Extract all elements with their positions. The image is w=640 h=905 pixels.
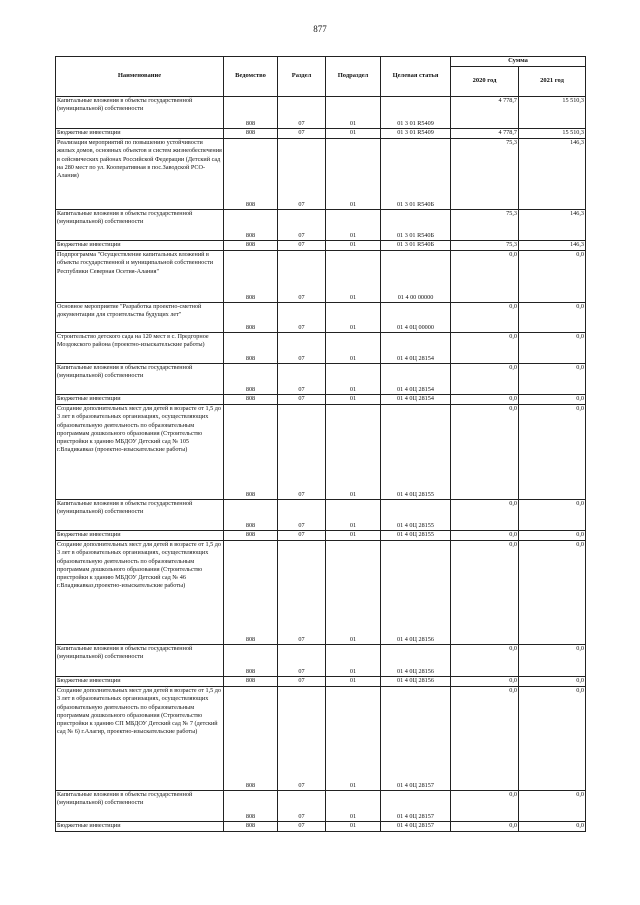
cell-2020: 0,0 xyxy=(451,645,519,677)
cell-2021: 0,0 xyxy=(519,531,586,541)
cell-section: 07 xyxy=(278,129,326,139)
page-number: 877 xyxy=(313,24,327,34)
col-header-section: Раздел xyxy=(278,57,326,97)
cell-target: 01 4 0Ц 28155 xyxy=(381,531,451,541)
cell-2020: 0,0 xyxy=(451,500,519,531)
cell-target: 01 4 0Ц 28156 xyxy=(381,677,451,687)
cell-dept: 808 xyxy=(224,531,278,541)
cell-target: 01 3 01 R540Б xyxy=(381,210,451,241)
cell-target: 01 4 0Ц 28156 xyxy=(381,541,451,645)
cell-section: 07 xyxy=(278,677,326,687)
table-row xyxy=(56,822,586,832)
cell-name: Реализация мероприятий по повышению устойчивости жилых домов, основных объектов и систем жизнеобеспечения в сейсмических районах Российской Федерации (Детский сад на 280 мест по ул. Кооперативная в пос.Заводской РСО-Алания) xyxy=(56,139,224,210)
cell-name: Строительство детского сада на 120 мест в с. Предгорное Моздокского района (проектно-изыскательские работы) xyxy=(56,333,224,364)
cell-section: 07 xyxy=(278,531,326,541)
cell-2021: 0,0 xyxy=(519,822,586,832)
cell-target: 01 4 00 00000 xyxy=(381,251,451,303)
cell-name: Создание дополнительных мест для детей в возрасте от 1,5 до 3 лет в образовательных организациях, осуществляющих образовательную деятельность по образовательным программам дошкольного образования (Строительство пристройки к зданию СП МБДОУ Детский сад № 7 (детский сад № 6) г.Алагир, проектно-изыскательские работы) xyxy=(56,687,224,791)
cell-name: Бюджетные инвестиции xyxy=(56,677,224,687)
cell-name: Бюджетные инвестиции xyxy=(56,241,224,251)
cell-2021: 0,0 xyxy=(519,687,586,791)
cell-subsection: 01 xyxy=(326,251,381,303)
table-row xyxy=(56,405,586,500)
cell-subsection: 01 xyxy=(326,303,381,333)
table-row xyxy=(56,241,586,251)
table-row xyxy=(56,129,586,139)
cell-dept: 808 xyxy=(224,303,278,333)
col-header-2021: 2021 год xyxy=(519,67,586,97)
cell-name: Бюджетные инвестиции xyxy=(56,129,224,139)
cell-dept: 808 xyxy=(224,139,278,210)
cell-section: 07 xyxy=(278,541,326,645)
cell-subsection: 01 xyxy=(326,97,381,129)
cell-name: Основное мероприятие "Разработка проектно-сметной документации для строительства будущих лет" xyxy=(56,303,224,333)
table-row xyxy=(56,251,586,303)
col-header-name: Наименование xyxy=(56,57,224,97)
cell-2021: 0,0 xyxy=(519,364,586,395)
cell-name: Капитальные вложения в объекты государственной (муниципальной) собственности xyxy=(56,500,224,531)
cell-2021: 0,0 xyxy=(519,791,586,822)
cell-2021: 146,3 xyxy=(519,210,586,241)
cell-name: Капитальные вложения в объекты государственной (муниципальной) собственности xyxy=(56,791,224,822)
cell-dept: 808 xyxy=(224,687,278,791)
table-header xyxy=(56,57,586,97)
cell-target: 01 4 0Ц 28157 xyxy=(381,687,451,791)
table-row xyxy=(56,364,586,395)
cell-2020: 0,0 xyxy=(451,677,519,687)
col-header-subsection: Подраздел xyxy=(326,57,381,97)
cell-section: 07 xyxy=(278,405,326,500)
col-header-sum: Сумма xyxy=(451,57,586,67)
cell-subsection: 01 xyxy=(326,364,381,395)
cell-subsection: 01 xyxy=(326,822,381,832)
cell-dept: 808 xyxy=(224,791,278,822)
cell-section: 07 xyxy=(278,210,326,241)
cell-name: Капитальные вложения в объекты государственной (муниципальной) собственности xyxy=(56,210,224,241)
cell-2021: 15 510,3 xyxy=(519,129,586,139)
cell-section: 07 xyxy=(278,791,326,822)
cell-2020: 0,0 xyxy=(451,405,519,500)
cell-target: 01 4 0Ц 28157 xyxy=(381,791,451,822)
cell-name: Бюджетные инвестиции xyxy=(56,395,224,405)
cell-subsection: 01 xyxy=(326,500,381,531)
cell-2021: 15 510,3 xyxy=(519,97,586,129)
cell-2021: 0,0 xyxy=(519,395,586,405)
cell-target: 01 4 0Ц 28154 xyxy=(381,333,451,364)
cell-2021: 0,0 xyxy=(519,405,586,500)
cell-2020: 75,3 xyxy=(451,139,519,210)
table-row xyxy=(56,395,586,405)
cell-section: 07 xyxy=(278,645,326,677)
cell-dept: 808 xyxy=(224,541,278,645)
cell-subsection: 01 xyxy=(326,531,381,541)
cell-section: 07 xyxy=(278,822,326,832)
cell-2020: 4 778,7 xyxy=(451,129,519,139)
cell-dept: 808 xyxy=(224,241,278,251)
table-row xyxy=(56,645,586,677)
cell-2021: 146,3 xyxy=(519,139,586,210)
cell-2020: 0,0 xyxy=(451,791,519,822)
cell-target: 01 4 0Ц 28157 xyxy=(381,822,451,832)
cell-name: Капитальные вложения в объекты государственной (муниципальной) собственности xyxy=(56,97,224,129)
table-row xyxy=(56,541,586,645)
table-row xyxy=(56,531,586,541)
cell-target: 01 4 0Ц 28155 xyxy=(381,405,451,500)
cell-section: 07 xyxy=(278,687,326,791)
cell-target: 01 4 0Ц 28156 xyxy=(381,645,451,677)
col-header-dept: Ведомство xyxy=(224,57,278,97)
cell-2020: 0,0 xyxy=(451,395,519,405)
cell-section: 07 xyxy=(278,333,326,364)
cell-dept: 808 xyxy=(224,395,278,405)
col-header-target: Целевая статья xyxy=(381,57,451,97)
cell-2020: 0,0 xyxy=(451,251,519,303)
cell-2020: 0,0 xyxy=(451,333,519,364)
cell-name: Создание дополнительных мест для детей в возрасте от 1,5 до 3 лет в образовательных организациях, осуществляющих образовательную деятельность по образовательным программам дошкольного образования (Строительство пристройки к зданию МБДОУ Детский сад № 105 г.Владикавказ (проектно-изыскательские работы) xyxy=(56,405,224,500)
cell-2021: 0,0 xyxy=(519,333,586,364)
cell-section: 07 xyxy=(278,500,326,531)
cell-dept: 808 xyxy=(224,822,278,832)
cell-2021: 0,0 xyxy=(519,251,586,303)
cell-target: 01 4 0Ц 00000 xyxy=(381,303,451,333)
cell-subsection: 01 xyxy=(326,129,381,139)
cell-dept: 808 xyxy=(224,645,278,677)
cell-2020: 0,0 xyxy=(451,303,519,333)
cell-subsection: 01 xyxy=(326,791,381,822)
cell-2021: 146,3 xyxy=(519,241,586,251)
cell-2020: 75,3 xyxy=(451,241,519,251)
cell-section: 07 xyxy=(278,139,326,210)
table-body xyxy=(56,97,586,832)
cell-subsection: 01 xyxy=(326,645,381,677)
table-row xyxy=(56,210,586,241)
cell-dept: 808 xyxy=(224,500,278,531)
cell-dept: 808 xyxy=(224,677,278,687)
cell-2021: 0,0 xyxy=(519,541,586,645)
cell-section: 07 xyxy=(278,241,326,251)
cell-name: Капитальные вложения в объекты государственной (муниципальной) собственности xyxy=(56,645,224,677)
cell-subsection: 01 xyxy=(326,687,381,791)
table-row xyxy=(56,687,586,791)
cell-section: 07 xyxy=(278,97,326,129)
cell-dept: 808 xyxy=(224,364,278,395)
cell-2020: 0,0 xyxy=(451,541,519,645)
cell-target: 01 4 0Ц 28154 xyxy=(381,364,451,395)
cell-dept: 808 xyxy=(224,405,278,500)
cell-2021: 0,0 xyxy=(519,677,586,687)
cell-subsection: 01 xyxy=(326,395,381,405)
cell-2020: 0,0 xyxy=(451,822,519,832)
cell-target: 01 3 01 R5409 xyxy=(381,97,451,129)
table-row xyxy=(56,500,586,531)
cell-target: 01 4 0Ц 28155 xyxy=(381,500,451,531)
cell-target: 01 3 01 R540Б xyxy=(381,139,451,210)
cell-section: 07 xyxy=(278,303,326,333)
budget-table xyxy=(55,56,586,832)
cell-subsection: 01 xyxy=(326,139,381,210)
cell-section: 07 xyxy=(278,251,326,303)
cell-dept: 808 xyxy=(224,129,278,139)
table-row xyxy=(56,333,586,364)
cell-name: Бюджетные инвестиции xyxy=(56,531,224,541)
table-row xyxy=(56,303,586,333)
cell-subsection: 01 xyxy=(326,677,381,687)
cell-2021: 0,0 xyxy=(519,645,586,677)
table-row xyxy=(56,139,586,210)
cell-dept: 808 xyxy=(224,251,278,303)
cell-dept: 808 xyxy=(224,210,278,241)
table-row xyxy=(56,97,586,129)
cell-subsection: 01 xyxy=(326,541,381,645)
table-row xyxy=(56,677,586,687)
cell-2020: 75,3 xyxy=(451,210,519,241)
cell-name: Бюджетные инвестиции xyxy=(56,822,224,832)
cell-target: 01 3 01 R5409 xyxy=(381,129,451,139)
cell-name: Подпрограмма "Осуществление капитальных вложений в объекты государственной и муниципальной собственности Республики Северная Осетия-Алания" xyxy=(56,251,224,303)
cell-subsection: 01 xyxy=(326,405,381,500)
cell-2020: 4 778,7 xyxy=(451,97,519,129)
cell-section: 07 xyxy=(278,395,326,405)
cell-subsection: 01 xyxy=(326,241,381,251)
cell-section: 07 xyxy=(278,364,326,395)
cell-2021: 0,0 xyxy=(519,303,586,333)
cell-subsection: 01 xyxy=(326,333,381,364)
table-row xyxy=(56,791,586,822)
cell-2021: 0,0 xyxy=(519,500,586,531)
cell-subsection: 01 xyxy=(326,210,381,241)
cell-2020: 0,0 xyxy=(451,531,519,541)
cell-2020: 0,0 xyxy=(451,687,519,791)
cell-target: 01 3 01 R540Б xyxy=(381,241,451,251)
cell-dept: 808 xyxy=(224,97,278,129)
cell-target: 01 4 0Ц 28154 xyxy=(381,395,451,405)
cell-name: Капитальные вложения в объекты государственной (муниципальной) собственности xyxy=(56,364,224,395)
col-header-2020: 2020 год xyxy=(451,67,519,97)
cell-2020: 0,0 xyxy=(451,364,519,395)
cell-name: Создание дополнительных мест для детей в возрасте от 1,5 до 3 лет в образовательных организациях, осуществляющих образовательную деятельность по образовательным программам дошкольного образования (Строительство пристройки к зданию МБДОУ Детский сад № 46 г.Владикавказ,проектно-изыскательские работы) xyxy=(56,541,224,645)
cell-dept: 808 xyxy=(224,333,278,364)
